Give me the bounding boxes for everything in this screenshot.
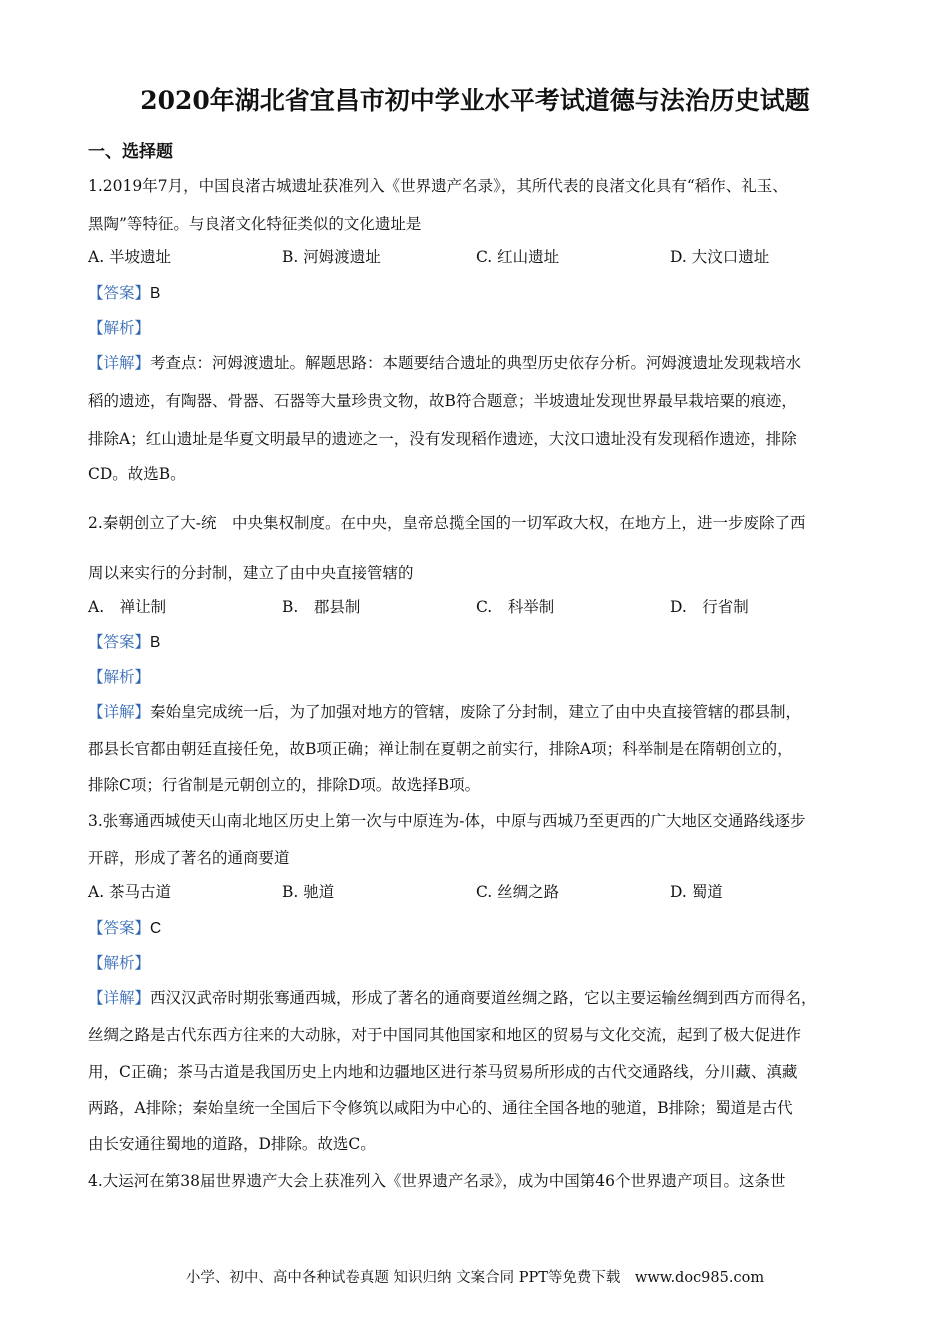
q1-detail-line-3: 排除A；红山遗址是华夏文明最早的遗迹之一，没有发现稻作遗迹，大汶口遗址没有发现稻作遗迹，排除 (88, 430, 797, 448)
q3-option-d: D. 蜀道 (670, 883, 723, 901)
q2-analysis-label: 【解析】 (88, 668, 151, 686)
q2-option-d: D. 行省制 (670, 598, 749, 616)
answer-label: 【答案】 (88, 919, 151, 937)
q1-stem-line-2: 黑陶”等特征。与良渚文化特征类似的文化遗址是 (88, 215, 422, 233)
detail-text: 考查点：河姆渡遗址。解题思路：本题要结合遗址的典型历史依存分析。河姆渡遗址发现栽培水 (150, 354, 802, 372)
q1-stem-line-1: 1.2019年7月，中国良渚古城遗址获准列入《世界遗产名录》，其所代表的良渚文化具有“稻作、礼玉、 (88, 177, 788, 195)
q2-option-a: A. 禅让制 (88, 598, 167, 616)
q3-stem-line-1: 3.张骞通西城使天山南北地区历史上第一次与中原连为-体，中原与西城乃至更西的广大地区交通路线逐步 (88, 812, 806, 830)
answer-label: 【答案】 (88, 633, 151, 651)
detail-label: 【详解】 (88, 354, 151, 372)
detail-label: 【详解】 (88, 989, 151, 1007)
q1-option-b: B. 河姆渡遗址 (282, 248, 381, 266)
q3-option-a: A. 茶马古道 (88, 883, 172, 901)
answer-label: 【答案】 (88, 284, 151, 302)
q2-answer (88, 631, 868, 654)
q4-stem-line-1: 4.大运河在第38届世界遗产大会上获准列入《世界遗产名录》，成为中国第46个世界遗产项目。这条世 (88, 1172, 786, 1190)
q3-detail-line-2: 丝绸之路是古代东西方往来的大动脉，对于中国同其他国家和地区的贸易与文化交流，起到了极大促进作 (88, 1026, 802, 1044)
detail-label: 【详解】 (88, 703, 151, 721)
q2-stem-line-2: 周以来实行的分封制，建立了由中央直接管辖的 (88, 564, 414, 582)
q2-detail-line-3: 排除C项；行省制是元朝创立的，排除D项。故选择B项。 (88, 776, 481, 794)
q1-option-d: D. 大汶口遗址 (670, 248, 770, 266)
q2-detail-line-1 (88, 701, 868, 723)
q1-option-a: A. 半坡遗址 (88, 248, 172, 266)
q1-detail-line-4: CD。故选B。 (88, 465, 186, 483)
answer-value: B (150, 634, 161, 651)
q3-option-b: B. 驰道 (282, 883, 335, 901)
q3-detail-line-5: 由长安通往蜀地的道路，D排除。故选C。 (88, 1135, 376, 1153)
q3-analysis-label: 【解析】 (88, 954, 151, 972)
q3-detail-line-1 (88, 987, 868, 1009)
q1-detail-line-2: 稻的遗迹，有陶器、骨器、石器等大量珍贵文物，故B符合题意；半坡遗址发现世界最早栽培粟的痕迹， (88, 392, 797, 410)
q1-analysis-label: 【解析】 (88, 319, 151, 337)
q2-stem-line-1: 2.秦朝创立了大-统 中央集权制度。在中央，皇帝总揽全国的一切军政大权，在地方上，进一步废除了西 (88, 514, 806, 532)
answer-value: C (150, 920, 162, 937)
q3-answer (88, 917, 868, 940)
q1-detail-line-1 (88, 352, 868, 374)
q3-option-c: C. 丝绸之路 (476, 883, 560, 901)
answer-value: B (150, 285, 161, 302)
q1-option-c: C. 红山遗址 (476, 248, 560, 266)
q2-detail-line-2: 郡县长官都由朝廷直接任免，故B项正确；禅让制在夏朝之前实行，排除A项；科举制是在隋朝创立的， (88, 740, 793, 758)
q3-stem-line-2: 开辟，形成了著名的通商要道 (88, 849, 290, 867)
document-title: 2020年湖北省宜昌市初中学业水平考试道德与法治历史试题 (140, 86, 810, 115)
q1-answer (88, 282, 868, 305)
section-heading: 一、选择题 (88, 142, 173, 162)
detail-text: 西汉汉武帝时期张骞通西城，形成了著名的通商要道丝绸之路，它以主要运输丝绸到西方而得名， (150, 989, 817, 1007)
detail-text: 秦始皇完成统一后，为了加强对地方的管辖，废除了分封制，建立了由中央直接管辖的郡县制， (150, 703, 802, 721)
q3-detail-line-3: 用，C正确；茶马古道是我国历史上内地和边疆地区进行茶马贸易所形成的古代交通路线，分川藏、滇藏 (88, 1063, 798, 1081)
q3-detail-line-4: 两路，A排除；秦始皇统一全国后下令修筑以咸阳为中心的、通往全国各地的驰道，B排除；蜀道是古代 (88, 1099, 793, 1117)
q2-option-c: C. 科举制 (476, 598, 555, 616)
page-footer: 小学、初中、高中各种试卷真题 知识归纳 文案合同 PPT等免费下载 www.doc985.com (185, 1270, 765, 1286)
q2-option-b: B. 郡县制 (282, 598, 361, 616)
